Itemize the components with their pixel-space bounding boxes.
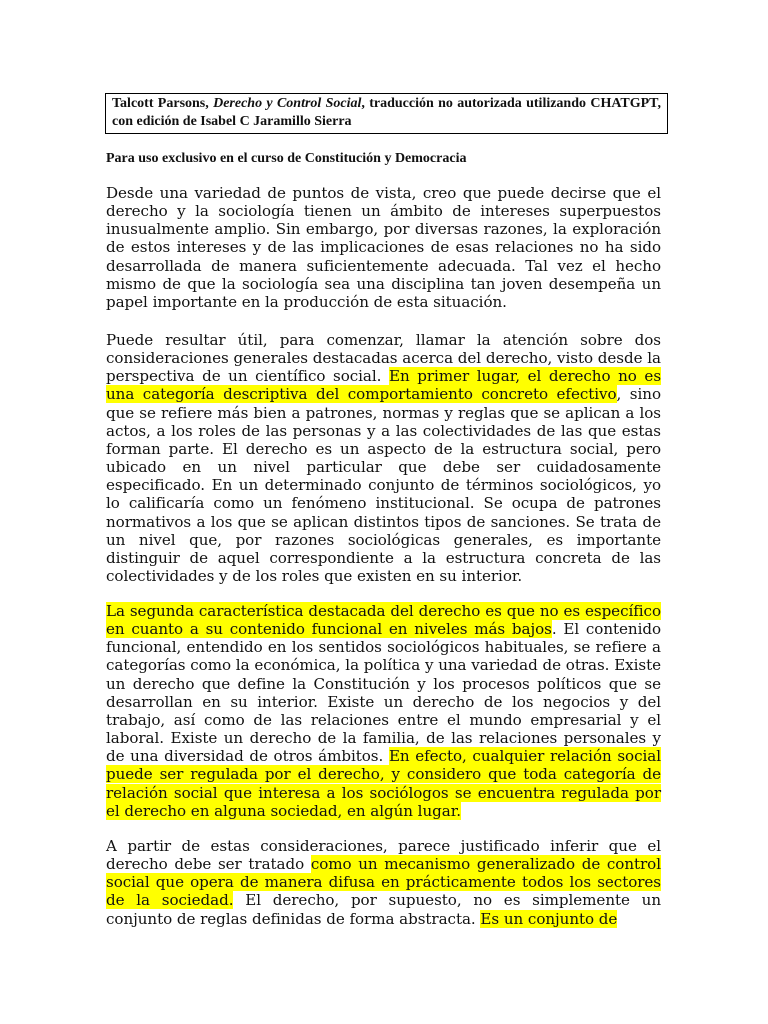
citation-box	[105, 93, 668, 134]
course-notice: Para uso exclusivo en el curso de Constitución y Democracia	[106, 151, 467, 166]
highlighted-text: La segunda característica destacada del derecho es que no es específico en cuanto a su contenido funcional en niveles más bajos	[106, 602, 661, 639]
paragraph-text: Desde una variedad de puntos de vista, creo que puede decirse que el derecho y la sociología tienen un ámbito de intereses superpuestos inusualmente amplio. Sin embargo, por diversas razones, la exploración de estos intereses y de las implicaciones de esas relaciones no ha sido desarrollada de manera suficientemente adecuada. Tal vez el hecho mismo de que la sociología sea una disciplina tan joven desempeña un papel importante en la producción de esta situación.	[106, 184, 661, 311]
paragraph-1	[106, 184, 661, 311]
paragraph-3	[106, 602, 661, 820]
citation-author: Talcott Parsons,	[112, 96, 209, 111]
paragraph-2	[106, 331, 661, 585]
paragraph-text: El derecho, por supuesto, no es simplemente un conjunto de reglas definidas de forma abstracta.	[106, 891, 661, 928]
highlighted-text: como un mecanismo generalizado de control social que opera de manera difusa en prácticamente todos los sectores de la sociedad.	[106, 855, 661, 910]
paragraph-text: A partir de estas consideraciones, parece justificado inferir que el derecho debe ser tratado	[106, 837, 661, 874]
paragraph-text: Puede resultar útil, para comenzar, llamar la atención sobre dos consideraciones generales destacadas acerca del derecho, visto desde la perspectiva de un científico social.	[106, 331, 661, 386]
paragraph-4	[106, 837, 661, 928]
highlighted-text: Es un conjunto de	[480, 909, 618, 928]
paragraph-text: , sino que se refiere más bien a patrones, normas y reglas que se aplican a los actos, a los roles de las personas y a las colectividades de las que estas forman parte. El derecho es un aspecto de la estructura social, pero ubicado en un nivel particular que debe ser cuidadosamente especificado. En un determinado conjunto de términos sociológicos, yo lo calificaría como un fenómeno institucional. Se ocupa de patrones normativos a los que se aplican distintos tipos de sanciones. Se trata de un nivel que, por razones sociológicas generales, es importante distinguir de aquel correspondiente a la estructura concreta de las colectividades y de los roles que existen en su interior.	[106, 385, 661, 586]
highlighted-text: En primer lugar, el derecho no es una categoría descriptiva del comportamiento concreto efectivo	[106, 367, 662, 404]
citation-note: , traducción no autorizada utilizando CHATGPT, con edición de Isabel C Jaramillo Sierra	[112, 96, 661, 129]
highlighted-text: En efecto, cualquier relación social puede ser regulada por el derecho, y considero que toda categoría de relación social que interesa a los sociólogos se encuentra regulada por el derecho en alguna sociedad, en algún lugar.	[106, 747, 661, 820]
citation-title: Derecho y Control Social	[213, 96, 362, 111]
paragraph-text: . El contenido funcional, entendido en los sentidos sociológicos habituales, se refiere a categorías como la económica, la política y una variedad de otras. Existe un derecho que define la Constitución y los procesos políticos que se desarrollan en su interior. Existe un derecho de los negocios y del trabajo, así como de las relaciones entre el mundo empresarial y el laboral. Existe un derecho de la familia, de las relaciones personales y de una diversidad de otros ámbitos.	[106, 620, 661, 766]
